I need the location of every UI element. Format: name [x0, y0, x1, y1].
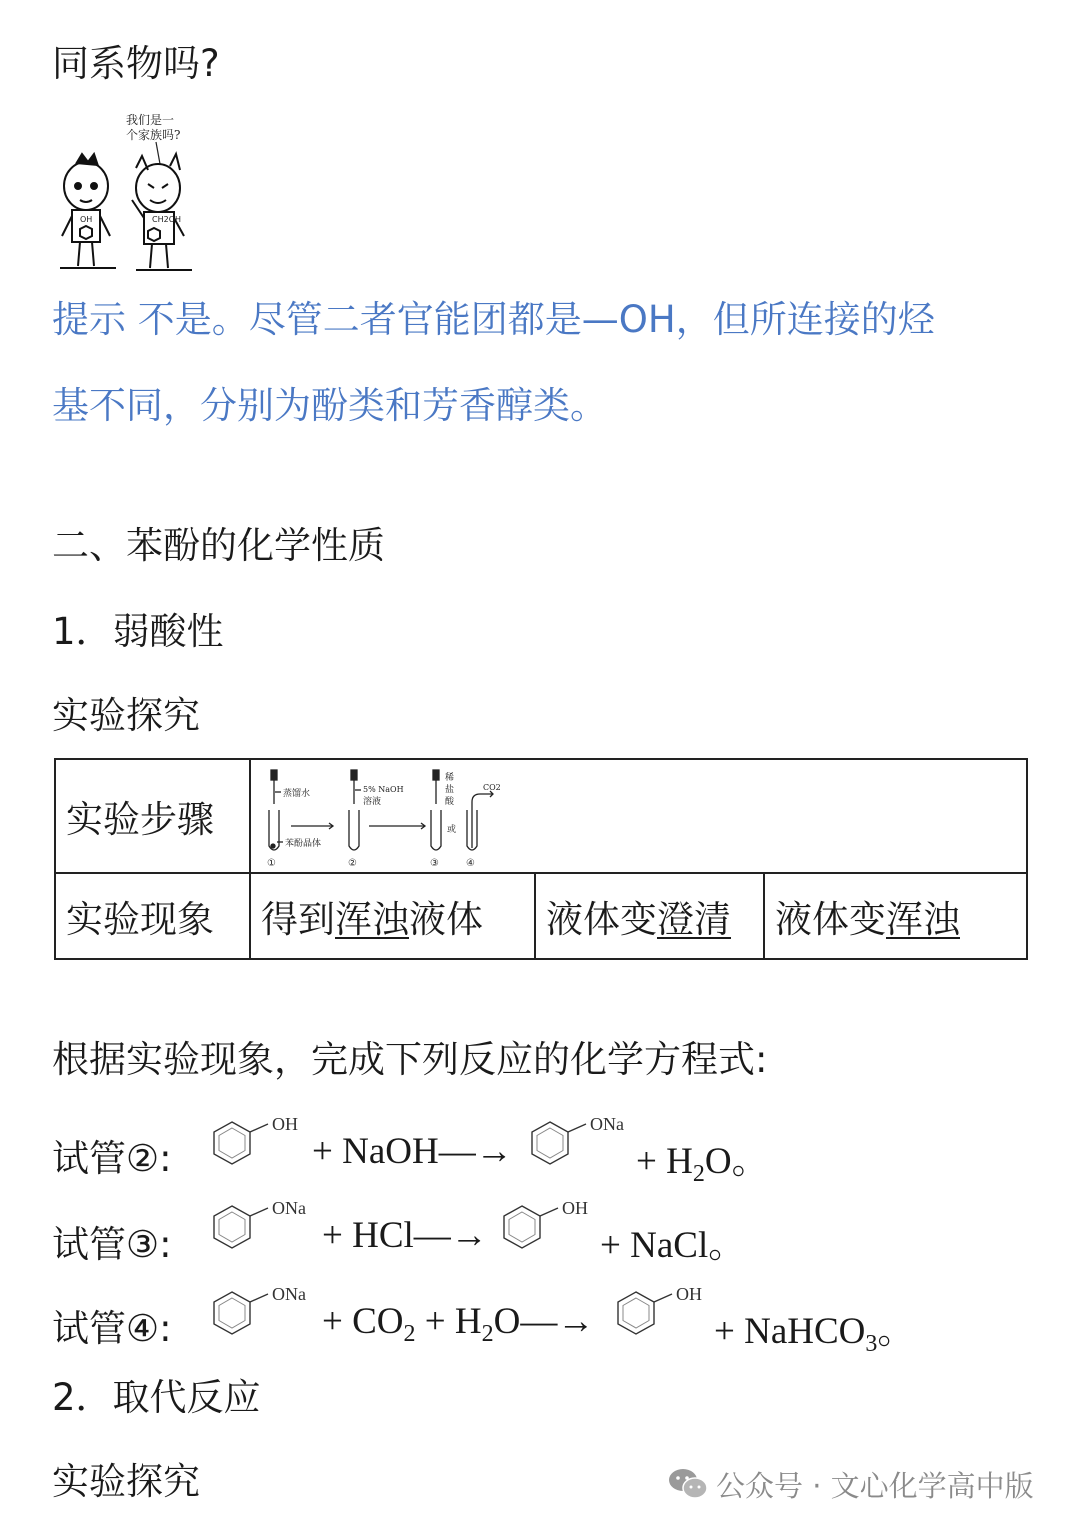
eq2-middle: + NaOH—→	[312, 1131, 513, 1172]
obs1-post: 液体	[409, 898, 483, 941]
cartoon-illustration	[52, 108, 212, 276]
phenoxide-ona-label: ONa	[272, 1198, 306, 1218]
hint-line2: 基不同，分别为酚类和芳香醇类。	[52, 384, 607, 427]
phenol-oh-label: OH	[676, 1284, 702, 1304]
eq3-middle: + HCl—→	[322, 1215, 488, 1256]
experiment-table	[54, 758, 1028, 960]
phenol-oh-label: OH	[562, 1198, 588, 1218]
label-solution: 溶液	[363, 797, 382, 807]
obs2-pre: 液体变	[546, 898, 657, 941]
label-or: 或	[447, 825, 457, 835]
wechat-icon	[668, 1467, 708, 1501]
section-title: 二、苯酚的化学性质	[52, 524, 385, 567]
observation-tube3	[535, 873, 764, 959]
eq2-label: 试管②:	[52, 1137, 172, 1180]
boy-figure-icon	[60, 154, 116, 268]
subsection-substitution: 2．取代反应	[52, 1376, 261, 1419]
label-crystal: 苯酚晶体	[285, 839, 322, 849]
tube-2-number: ②	[348, 858, 357, 869]
label-hcl-3: 酸	[445, 797, 455, 807]
phenol-structure-icon	[212, 1112, 312, 1172]
phenoxide-ona-label: ONa	[272, 1284, 306, 1304]
top-question: 同系物吗?	[52, 42, 220, 85]
shirt-left-label: OH	[80, 215, 93, 224]
phenol-structure-icon	[616, 1282, 716, 1342]
sodium-phenoxide-structure-icon	[530, 1112, 640, 1172]
sodium-phenoxide-structure-icon	[212, 1282, 322, 1342]
phenol-structure-icon	[502, 1196, 602, 1256]
label-co2: CO2	[483, 783, 501, 792]
eq2-end: + $H_2O$。	[636, 1141, 769, 1187]
label-hcl-1: 稀	[445, 773, 455, 783]
eq3-end: + NaCl。	[600, 1225, 746, 1266]
hint-line1: 提示 不是。尽管二者官能团都是—OH，但所连接的烃	[52, 298, 935, 341]
watermark-text: 公众号 · 文心化学高中版	[716, 1468, 1034, 1503]
obs1-answer: 浑浊	[335, 898, 409, 941]
steps-header: 实验步骤	[55, 759, 250, 873]
eq3-label: 试管③:	[52, 1223, 172, 1266]
label-naoh: 5% NaOH	[363, 785, 404, 794]
shirt-right-label: CH2OH	[152, 215, 182, 224]
eq4-middle: + $CO_2$ + $H_2O—\to$	[322, 1301, 595, 1347]
observation-tube4	[764, 873, 1027, 959]
observation-tube2	[250, 873, 535, 959]
steps-diagram-cell	[250, 759, 1027, 873]
tube-4-number: ④	[466, 858, 475, 869]
subsection-weak-acidity: 1．弱酸性	[52, 610, 224, 653]
experiment-explore-label: 实验探究	[52, 694, 200, 737]
eq4-label: 试管④:	[52, 1307, 172, 1350]
phenol-oh-label: OH	[272, 1114, 298, 1134]
wechat-watermark	[668, 1462, 1034, 1506]
phenoxide-ona-label: ONa	[590, 1114, 624, 1134]
tube-1-number: ①	[267, 858, 276, 869]
obs1-pre: 得到	[261, 898, 335, 941]
speech-line2: 个家族吗?	[126, 128, 181, 142]
obs3-pre: 液体变	[775, 898, 886, 941]
obs3-answer: 浑浊	[886, 898, 960, 941]
equations-intro: 根据实验现象，完成下列反应的化学方程式:	[52, 1038, 768, 1081]
label-water: 蒸馏水	[283, 789, 311, 799]
label-hcl-2: 盐	[445, 785, 455, 795]
speech-line1: 我们是一	[126, 113, 175, 127]
sodium-phenoxide-structure-icon	[212, 1196, 322, 1256]
test-tube-diagram	[261, 762, 521, 870]
experiment-explore-label-2: 实验探究	[52, 1460, 200, 1503]
devil-figure-icon	[132, 154, 192, 270]
eq4-end: + NaHCO$_3$。	[714, 1311, 915, 1357]
tube-3-number: ③	[430, 858, 439, 869]
observation-header: 实验现象	[55, 873, 250, 959]
obs2-answer: 澄清	[657, 898, 731, 941]
